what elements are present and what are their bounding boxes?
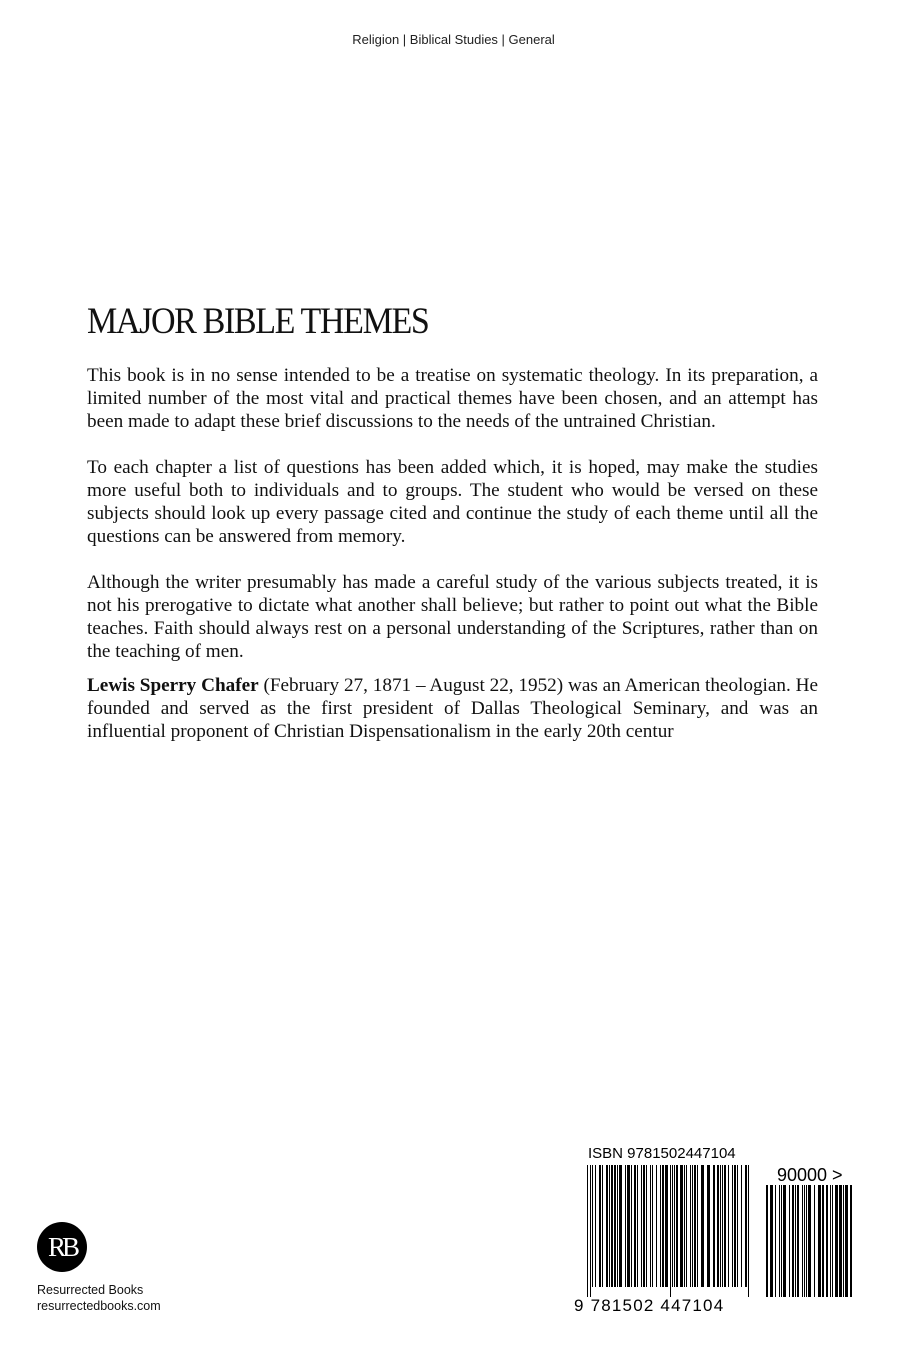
barcode-bar xyxy=(634,1165,636,1287)
barcode-bar xyxy=(748,1165,749,1297)
barcode-bar xyxy=(832,1185,833,1297)
barcode-bar xyxy=(770,1185,773,1297)
barcode-bar xyxy=(660,1165,661,1287)
paragraph-1: This book is in no sense intended to be a treatise on systematic theology. In its preparation, a limited number of the most vital and practical themes have been chosen, and an attempt has been made to adapt these brief discussions to the needs of the untrained Christian. xyxy=(87,365,818,432)
barcode-bar xyxy=(713,1165,715,1287)
barcode-bar xyxy=(775,1185,776,1297)
barcode-bar xyxy=(732,1165,733,1287)
isbn-barcode xyxy=(586,1165,752,1297)
barcode-bar xyxy=(690,1165,691,1287)
author-name: Lewis Sperry Chafer xyxy=(87,675,259,696)
isbn-digits: 9 781502 447104 xyxy=(574,1296,725,1315)
barcode-bar xyxy=(672,1165,673,1287)
barcode-bar xyxy=(641,1165,642,1287)
barcode-bar xyxy=(728,1165,729,1287)
publisher-name: Resurrected Books xyxy=(37,1283,144,1297)
barcode-bar xyxy=(701,1165,704,1287)
barcode-bar xyxy=(783,1185,786,1297)
barcode-bar xyxy=(670,1165,671,1297)
barcode-bar xyxy=(850,1185,852,1297)
paragraph-2: To each chapter a list of questions has been added which, it is hoped, may make the studies more useful both to individuals and to groups. The student who would be versed on these subjects should look up every passage cited and continue the study of each theme until all the questions can be answered from memory. xyxy=(87,457,818,547)
barcode-bar xyxy=(806,1185,807,1297)
barcode-bar xyxy=(781,1185,782,1297)
barcode-bar xyxy=(804,1185,805,1297)
barcode-bar xyxy=(818,1185,821,1297)
paragraph-3: Although the writer presumably has made a careful study of the various subjects treated, it is not his prerogative to dictate what another shall believe; but rather to point out what the Bible teaches. Faith should always rest on a personal understanding of the Scriptures, rather than on the teaching of men. xyxy=(87,572,818,662)
barcode-bar xyxy=(845,1185,848,1297)
barcode-bar xyxy=(722,1165,723,1287)
publisher-website: resurrectedbooks.com xyxy=(37,1299,161,1313)
barcode-bar xyxy=(592,1165,593,1287)
barcode-bar xyxy=(808,1185,811,1297)
barcode-bar xyxy=(707,1165,710,1287)
barcode-bar xyxy=(609,1165,610,1287)
barcode-bar xyxy=(656,1165,657,1287)
book-title: MAJOR BIBLE THEMES xyxy=(87,301,429,342)
barcode-bar xyxy=(611,1165,613,1287)
author-bio xyxy=(87,674,818,743)
barcode-bar xyxy=(720,1165,721,1287)
barcode-bar xyxy=(717,1165,719,1287)
price-barcode xyxy=(765,1185,853,1297)
barcode-bar xyxy=(830,1185,831,1297)
barcode-bar xyxy=(694,1165,696,1287)
barcode-bar xyxy=(680,1165,683,1287)
barcode-bar xyxy=(779,1185,780,1297)
barcode-bar xyxy=(692,1165,693,1287)
barcode-bar xyxy=(602,1165,603,1287)
barcode-bar xyxy=(619,1165,622,1287)
description xyxy=(87,364,818,766)
barcode-bar xyxy=(697,1165,698,1287)
barcode-bar xyxy=(599,1165,601,1287)
barcode-bar xyxy=(797,1185,799,1297)
barcode-bar xyxy=(792,1185,794,1297)
price-code: 90000 > xyxy=(777,1165,843,1185)
barcode-bar xyxy=(686,1165,687,1287)
barcode-bar xyxy=(839,1185,842,1297)
author-bio-text: (February 27, 1871 – August 22, 1952) was an American theologian. He founded and served as the first president of Dallas Theological Seminary, and was an influential proponent of Christian Dispensationalism in the early 20th centur xyxy=(87,675,818,742)
barcode-bar xyxy=(737,1165,738,1287)
barcode-bar xyxy=(637,1165,638,1287)
barcode-bar xyxy=(587,1165,588,1297)
barcode-bar xyxy=(595,1165,596,1287)
barcode-bar xyxy=(795,1185,796,1297)
barcode-bar xyxy=(802,1185,803,1297)
barcode-bar xyxy=(676,1165,678,1287)
barcode-bar xyxy=(766,1185,768,1297)
barcode-bar xyxy=(741,1165,742,1287)
barcode-bar xyxy=(617,1165,618,1287)
barcode-bar xyxy=(650,1165,651,1287)
publisher-info xyxy=(37,1282,161,1314)
publisher-logo: RB xyxy=(37,1222,87,1272)
barcode-bar xyxy=(590,1165,591,1297)
barcode-bar xyxy=(652,1165,653,1287)
barcode-bar xyxy=(789,1185,790,1297)
barcode-bar xyxy=(724,1165,726,1287)
barcode-bar xyxy=(826,1185,828,1297)
barcode-bar xyxy=(606,1165,608,1287)
barcode-bar xyxy=(631,1165,632,1287)
barcode-bar xyxy=(734,1165,736,1287)
isbn-label: ISBN 9781502447104 xyxy=(588,1145,736,1162)
barcode-bar xyxy=(684,1165,685,1287)
barcode-bar xyxy=(835,1185,838,1297)
barcode-bar xyxy=(627,1165,630,1287)
barcode-bar xyxy=(643,1165,645,1287)
barcode-bar xyxy=(662,1165,664,1287)
barcode-bar xyxy=(745,1165,747,1287)
barcode-bar xyxy=(646,1165,647,1287)
barcode-bar xyxy=(625,1165,626,1287)
barcode-bar xyxy=(843,1185,844,1297)
category-line: Religion | Biblical Studies | General xyxy=(352,32,555,47)
barcode-bar xyxy=(665,1165,668,1287)
barcode-bar xyxy=(674,1165,675,1287)
barcode-bar xyxy=(814,1185,815,1297)
barcode-bar xyxy=(614,1165,616,1287)
barcode-bar xyxy=(822,1185,824,1297)
